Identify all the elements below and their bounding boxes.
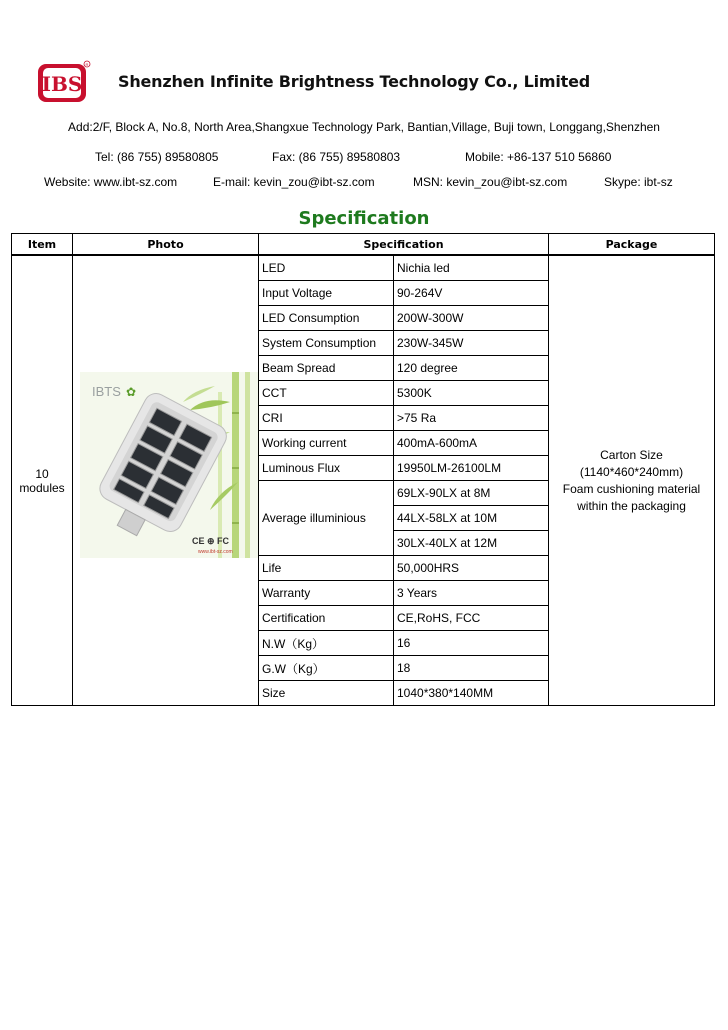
item-count: 10 [35,466,49,481]
spec-value: 1040*380*140MM [394,681,549,706]
website: Website: www.ibt-sz.com [44,175,178,189]
spec-label: LED [259,255,394,281]
msn: MSN: kevin_zou@ibt-sz.com [413,175,568,189]
company-name: Shenzhen Infinite Brightness Technology Co., Limited [118,72,591,91]
spec-label: Input Voltage [259,281,394,306]
svg-text:R: R [85,62,89,67]
spec-value: 120 degree [394,356,549,381]
spec-label: Average illuminious [259,506,394,531]
spec-value: 50,000HRS [394,556,549,581]
fax: Fax: (86 755) 89580803 [272,150,401,164]
spec-label: LED Consumption [259,306,394,331]
spec-value: Nichia led [394,255,549,281]
header-photo: Photo [73,234,259,256]
spec-label: Warranty [259,581,394,606]
spec-label: Working current [259,431,394,456]
item-cell [12,255,73,706]
spec-label-spacer [259,481,394,506]
spec-label: G.W（Kg） [259,656,394,681]
company-address: Add:2/F, Block A, No.8, North Area,Shangxue Technology Park, Bantian,Village, Buji town, Longgang,Shenzhen [68,120,660,134]
spec-label-spacer [259,531,394,556]
company-logo [36,58,92,104]
spec-value: >75 Ra [394,406,549,431]
spec-value: 18 [394,656,549,681]
spec-value: 5300K [394,381,549,406]
mobile: Mobile: +86-137 510 56860 [465,150,612,164]
spec-label: Beam Spread [259,356,394,381]
spec-value: 16 [394,631,549,656]
photo-brand: IBTS [92,384,121,399]
spec-label: System Consumption [259,331,394,356]
spec-value: 3 Years [394,581,549,606]
package-line: Carton Size [600,447,663,462]
package-cell [549,255,715,706]
product-photo [80,372,258,558]
telephone: Tel: (86 755) 89580805 [95,150,219,164]
svg-text:IBS: IBS [41,72,83,96]
spec-value: 44LX-58LX at 10M [394,506,549,531]
item-unit: modules [19,480,65,495]
spec-label: Size [259,681,394,706]
header-item: Item [12,234,73,256]
spec-label: Life [259,556,394,581]
spec-value: 230W-345W [394,331,549,356]
spec-label: CRI [259,406,394,431]
package-line: (1140*460*240mm) [579,464,684,479]
package-line: Foam cushioning material [562,481,701,496]
spec-label: Certification [259,606,394,631]
skype: Skype: ibt-sz [604,175,673,189]
certification-marks: CE ⊕ FC [192,536,230,546]
spec-value: 30LX-40LX at 12M [394,531,549,556]
spec-value: 200W-300W [394,306,549,331]
table-row [12,255,715,281]
photo-url: www.ibt-sz.com [198,549,233,555]
spec-label: Luminous Flux [259,456,394,481]
spec-value: 19950LM-26100LM [394,456,549,481]
package-line: within the packaging [577,498,686,513]
spec-value: 400mA-600mA [394,431,549,456]
table-header-row [12,234,715,256]
spec-label: CCT [259,381,394,406]
email: E-mail: kevin_zou@ibt-sz.com [213,175,375,189]
leaf-icon: ✿ [126,385,137,399]
spec-value: CE,RoHS, FCC [394,606,549,631]
page-title: Specification [298,208,430,229]
spec-label: N.W（Kg） [259,631,394,656]
spec-value: 69LX-90LX at 8M [394,481,549,506]
spec-value: 90-264V [394,281,549,306]
header-package: Package [549,234,715,256]
header-specification: Specification [259,234,549,256]
